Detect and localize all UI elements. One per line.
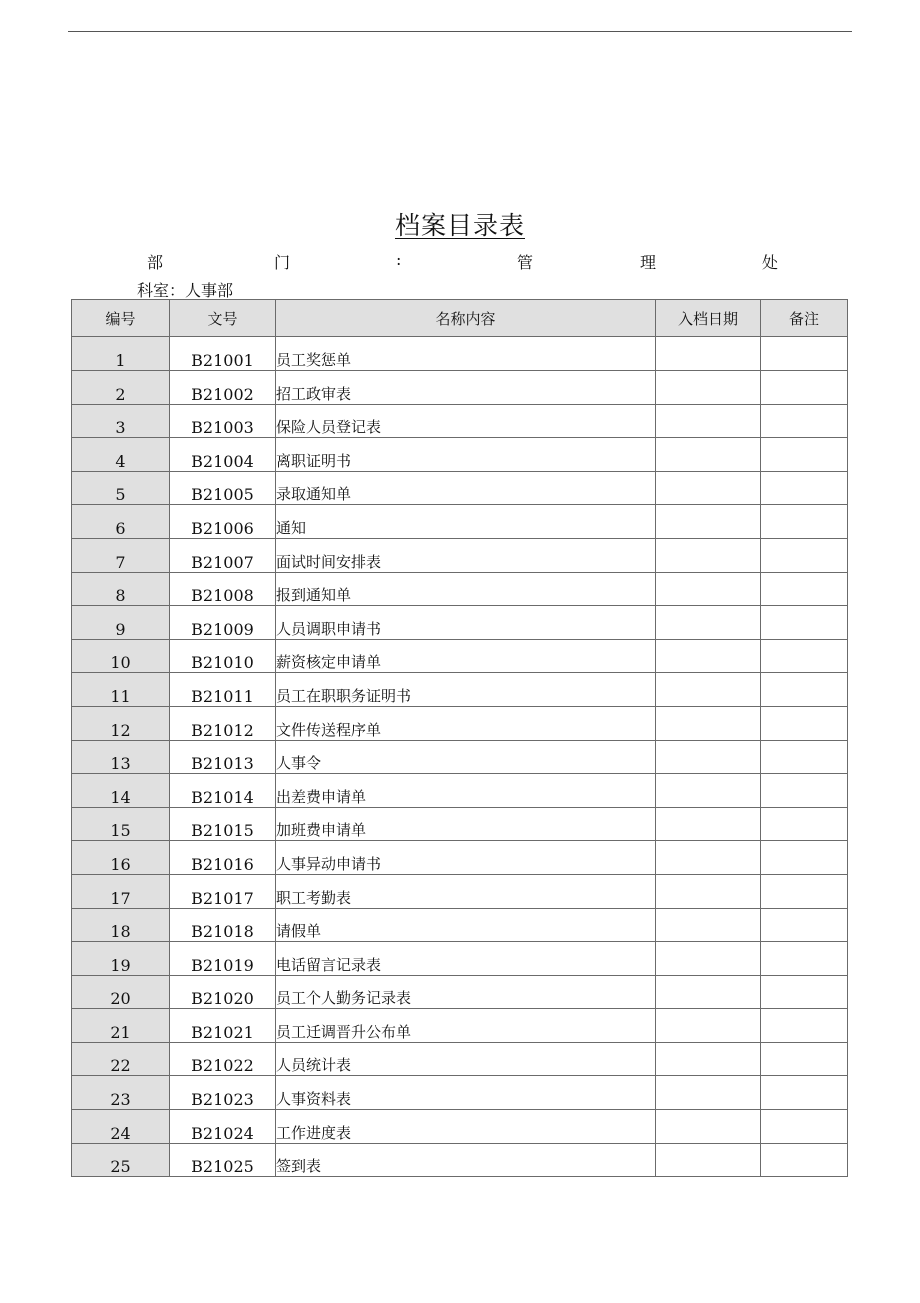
row-note (761, 505, 848, 539)
row-name: 员工个人勤务记录表 (276, 975, 656, 1009)
table-row (72, 639, 848, 673)
row-archive-date (656, 673, 761, 707)
row-name: 电话留言记录表 (276, 942, 656, 976)
department-char: 门 (274, 253, 291, 272)
table-row (72, 740, 848, 774)
row-document-code: B21009 (170, 606, 276, 640)
row-number: 12 (72, 706, 170, 740)
row-archive-date (656, 438, 761, 472)
row-archive-date (656, 1110, 761, 1144)
table-row (72, 1076, 848, 1110)
table-row (72, 438, 848, 472)
row-document-code: B21022 (170, 1042, 276, 1076)
row-note (761, 471, 848, 505)
row-number: 8 (72, 572, 170, 606)
row-name: 离职证明书 (276, 438, 656, 472)
row-archive-date (656, 371, 761, 405)
row-name: 人事令 (276, 740, 656, 774)
table-row (72, 1042, 848, 1076)
row-note (761, 740, 848, 774)
row-archive-date (656, 942, 761, 976)
row-number: 13 (72, 740, 170, 774)
row-name: 薪资核定申请单 (276, 639, 656, 673)
row-document-code: B21019 (170, 942, 276, 976)
header-code: 文号 (170, 300, 276, 337)
row-number: 16 (72, 841, 170, 875)
row-document-code: B21008 (170, 572, 276, 606)
row-name: 人员调职申请书 (276, 606, 656, 640)
table-row (72, 572, 848, 606)
section-line: 科室：人事部 (137, 281, 234, 300)
row-number: 23 (72, 1076, 170, 1110)
row-document-code: B21003 (170, 404, 276, 438)
row-archive-date (656, 639, 761, 673)
table-row (72, 673, 848, 707)
row-archive-date (656, 774, 761, 808)
table-row (72, 942, 848, 976)
document-title-text: 档案目录表 (394, 211, 525, 240)
row-document-code: B21002 (170, 371, 276, 405)
row-archive-date (656, 1042, 761, 1076)
row-name: 签到表 (276, 1143, 656, 1177)
row-number: 11 (72, 673, 170, 707)
row-note (761, 337, 848, 371)
row-name: 人事异动申请书 (276, 841, 656, 875)
row-document-code: B21012 (170, 706, 276, 740)
row-archive-date (656, 706, 761, 740)
row-number: 14 (72, 774, 170, 808)
header-rule (68, 31, 852, 32)
row-number: 5 (72, 471, 170, 505)
row-note (761, 404, 848, 438)
table-row (72, 706, 848, 740)
row-archive-date (656, 572, 761, 606)
row-note (761, 1042, 848, 1076)
row-archive-date (656, 1076, 761, 1110)
department-value-char: 处 (762, 253, 779, 272)
row-archive-date (656, 908, 761, 942)
table-row (72, 807, 848, 841)
row-name: 保险人员登记表 (276, 404, 656, 438)
row-document-code: B21018 (170, 908, 276, 942)
row-name: 员工奖惩单 (276, 337, 656, 371)
department-colon: : (396, 250, 402, 269)
row-number: 7 (72, 538, 170, 572)
row-document-code: B21004 (170, 438, 276, 472)
archive-catalog-table (71, 299, 848, 1177)
table-header-row (72, 300, 848, 337)
row-archive-date (656, 505, 761, 539)
table-row (72, 404, 848, 438)
table-row (72, 1009, 848, 1043)
row-number: 21 (72, 1009, 170, 1043)
row-number: 6 (72, 505, 170, 539)
table-row (72, 1143, 848, 1177)
row-number: 17 (72, 874, 170, 908)
row-archive-date (656, 874, 761, 908)
department-value-char: 理 (640, 253, 657, 272)
row-document-code: B21025 (170, 1143, 276, 1177)
table-row (72, 337, 848, 371)
header-no: 编号 (72, 300, 170, 337)
row-name: 出差费申请单 (276, 774, 656, 808)
row-document-code: B21017 (170, 874, 276, 908)
row-name: 职工考勤表 (276, 874, 656, 908)
row-number: 24 (72, 1110, 170, 1144)
row-archive-date (656, 740, 761, 774)
row-note (761, 538, 848, 572)
row-note (761, 975, 848, 1009)
row-name: 请假单 (276, 908, 656, 942)
table-row (72, 371, 848, 405)
row-name: 面试时间安排表 (276, 538, 656, 572)
row-archive-date (656, 337, 761, 371)
row-note (761, 774, 848, 808)
row-number: 9 (72, 606, 170, 640)
row-number: 19 (72, 942, 170, 976)
row-name: 报到通知单 (276, 572, 656, 606)
row-document-code: B21023 (170, 1076, 276, 1110)
department-value-char: 管 (517, 253, 534, 272)
row-document-code: B21007 (170, 538, 276, 572)
row-archive-date (656, 1143, 761, 1177)
header-note: 备注 (761, 300, 848, 337)
row-note (761, 807, 848, 841)
department-char: 部 (147, 253, 164, 272)
row-name: 工作进度表 (276, 1110, 656, 1144)
row-document-code: B21014 (170, 774, 276, 808)
row-document-code: B21005 (170, 471, 276, 505)
row-note (761, 1143, 848, 1177)
row-name: 人员统计表 (276, 1042, 656, 1076)
row-archive-date (656, 1009, 761, 1043)
table-row (72, 538, 848, 572)
row-document-code: B21001 (170, 337, 276, 371)
table-row (72, 874, 848, 908)
row-name: 文件传送程序单 (276, 706, 656, 740)
row-number: 25 (72, 1143, 170, 1177)
row-name: 加班费申请单 (276, 807, 656, 841)
row-note (761, 673, 848, 707)
row-archive-date (656, 606, 761, 640)
row-archive-date (656, 841, 761, 875)
row-archive-date (656, 538, 761, 572)
row-note (761, 706, 848, 740)
row-number: 4 (72, 438, 170, 472)
table-body (72, 337, 848, 1177)
row-number: 15 (72, 807, 170, 841)
header-name: 名称内容 (276, 300, 656, 337)
row-document-code: B21006 (170, 505, 276, 539)
table-row (72, 471, 848, 505)
document-title (0, 206, 920, 242)
row-number: 10 (72, 639, 170, 673)
row-number: 3 (72, 404, 170, 438)
row-archive-date (656, 975, 761, 1009)
row-document-code: B21013 (170, 740, 276, 774)
table-row (72, 908, 848, 942)
row-note (761, 908, 848, 942)
row-number: 2 (72, 371, 170, 405)
row-document-code: B21010 (170, 639, 276, 673)
row-note (761, 371, 848, 405)
table-row (72, 1110, 848, 1144)
row-note (761, 874, 848, 908)
row-number: 20 (72, 975, 170, 1009)
row-note (761, 841, 848, 875)
row-number: 22 (72, 1042, 170, 1076)
table-row (72, 606, 848, 640)
row-note (761, 606, 848, 640)
row-note (761, 1110, 848, 1144)
row-name: 录取通知单 (276, 471, 656, 505)
table-row (72, 975, 848, 1009)
table-row (72, 774, 848, 808)
row-note (761, 639, 848, 673)
row-document-code: B21015 (170, 807, 276, 841)
row-archive-date (656, 807, 761, 841)
row-note (761, 572, 848, 606)
row-note (761, 942, 848, 976)
row-document-code: B21021 (170, 1009, 276, 1043)
row-number: 1 (72, 337, 170, 371)
row-name: 员工迁调晋升公布单 (276, 1009, 656, 1043)
row-name: 员工在职职务证明书 (276, 673, 656, 707)
row-note (761, 1076, 848, 1110)
row-name: 通知 (276, 505, 656, 539)
row-document-code: B21020 (170, 975, 276, 1009)
row-archive-date (656, 471, 761, 505)
row-document-code: B21016 (170, 841, 276, 875)
row-document-code: B21024 (170, 1110, 276, 1144)
row-number: 18 (72, 908, 170, 942)
row-note (761, 1009, 848, 1043)
header-date: 入档日期 (656, 300, 761, 337)
table-row (72, 841, 848, 875)
row-name: 招工政审表 (276, 371, 656, 405)
row-name: 人事资料表 (276, 1076, 656, 1110)
row-note (761, 438, 848, 472)
row-document-code: B21011 (170, 673, 276, 707)
table-row (72, 505, 848, 539)
row-archive-date (656, 404, 761, 438)
